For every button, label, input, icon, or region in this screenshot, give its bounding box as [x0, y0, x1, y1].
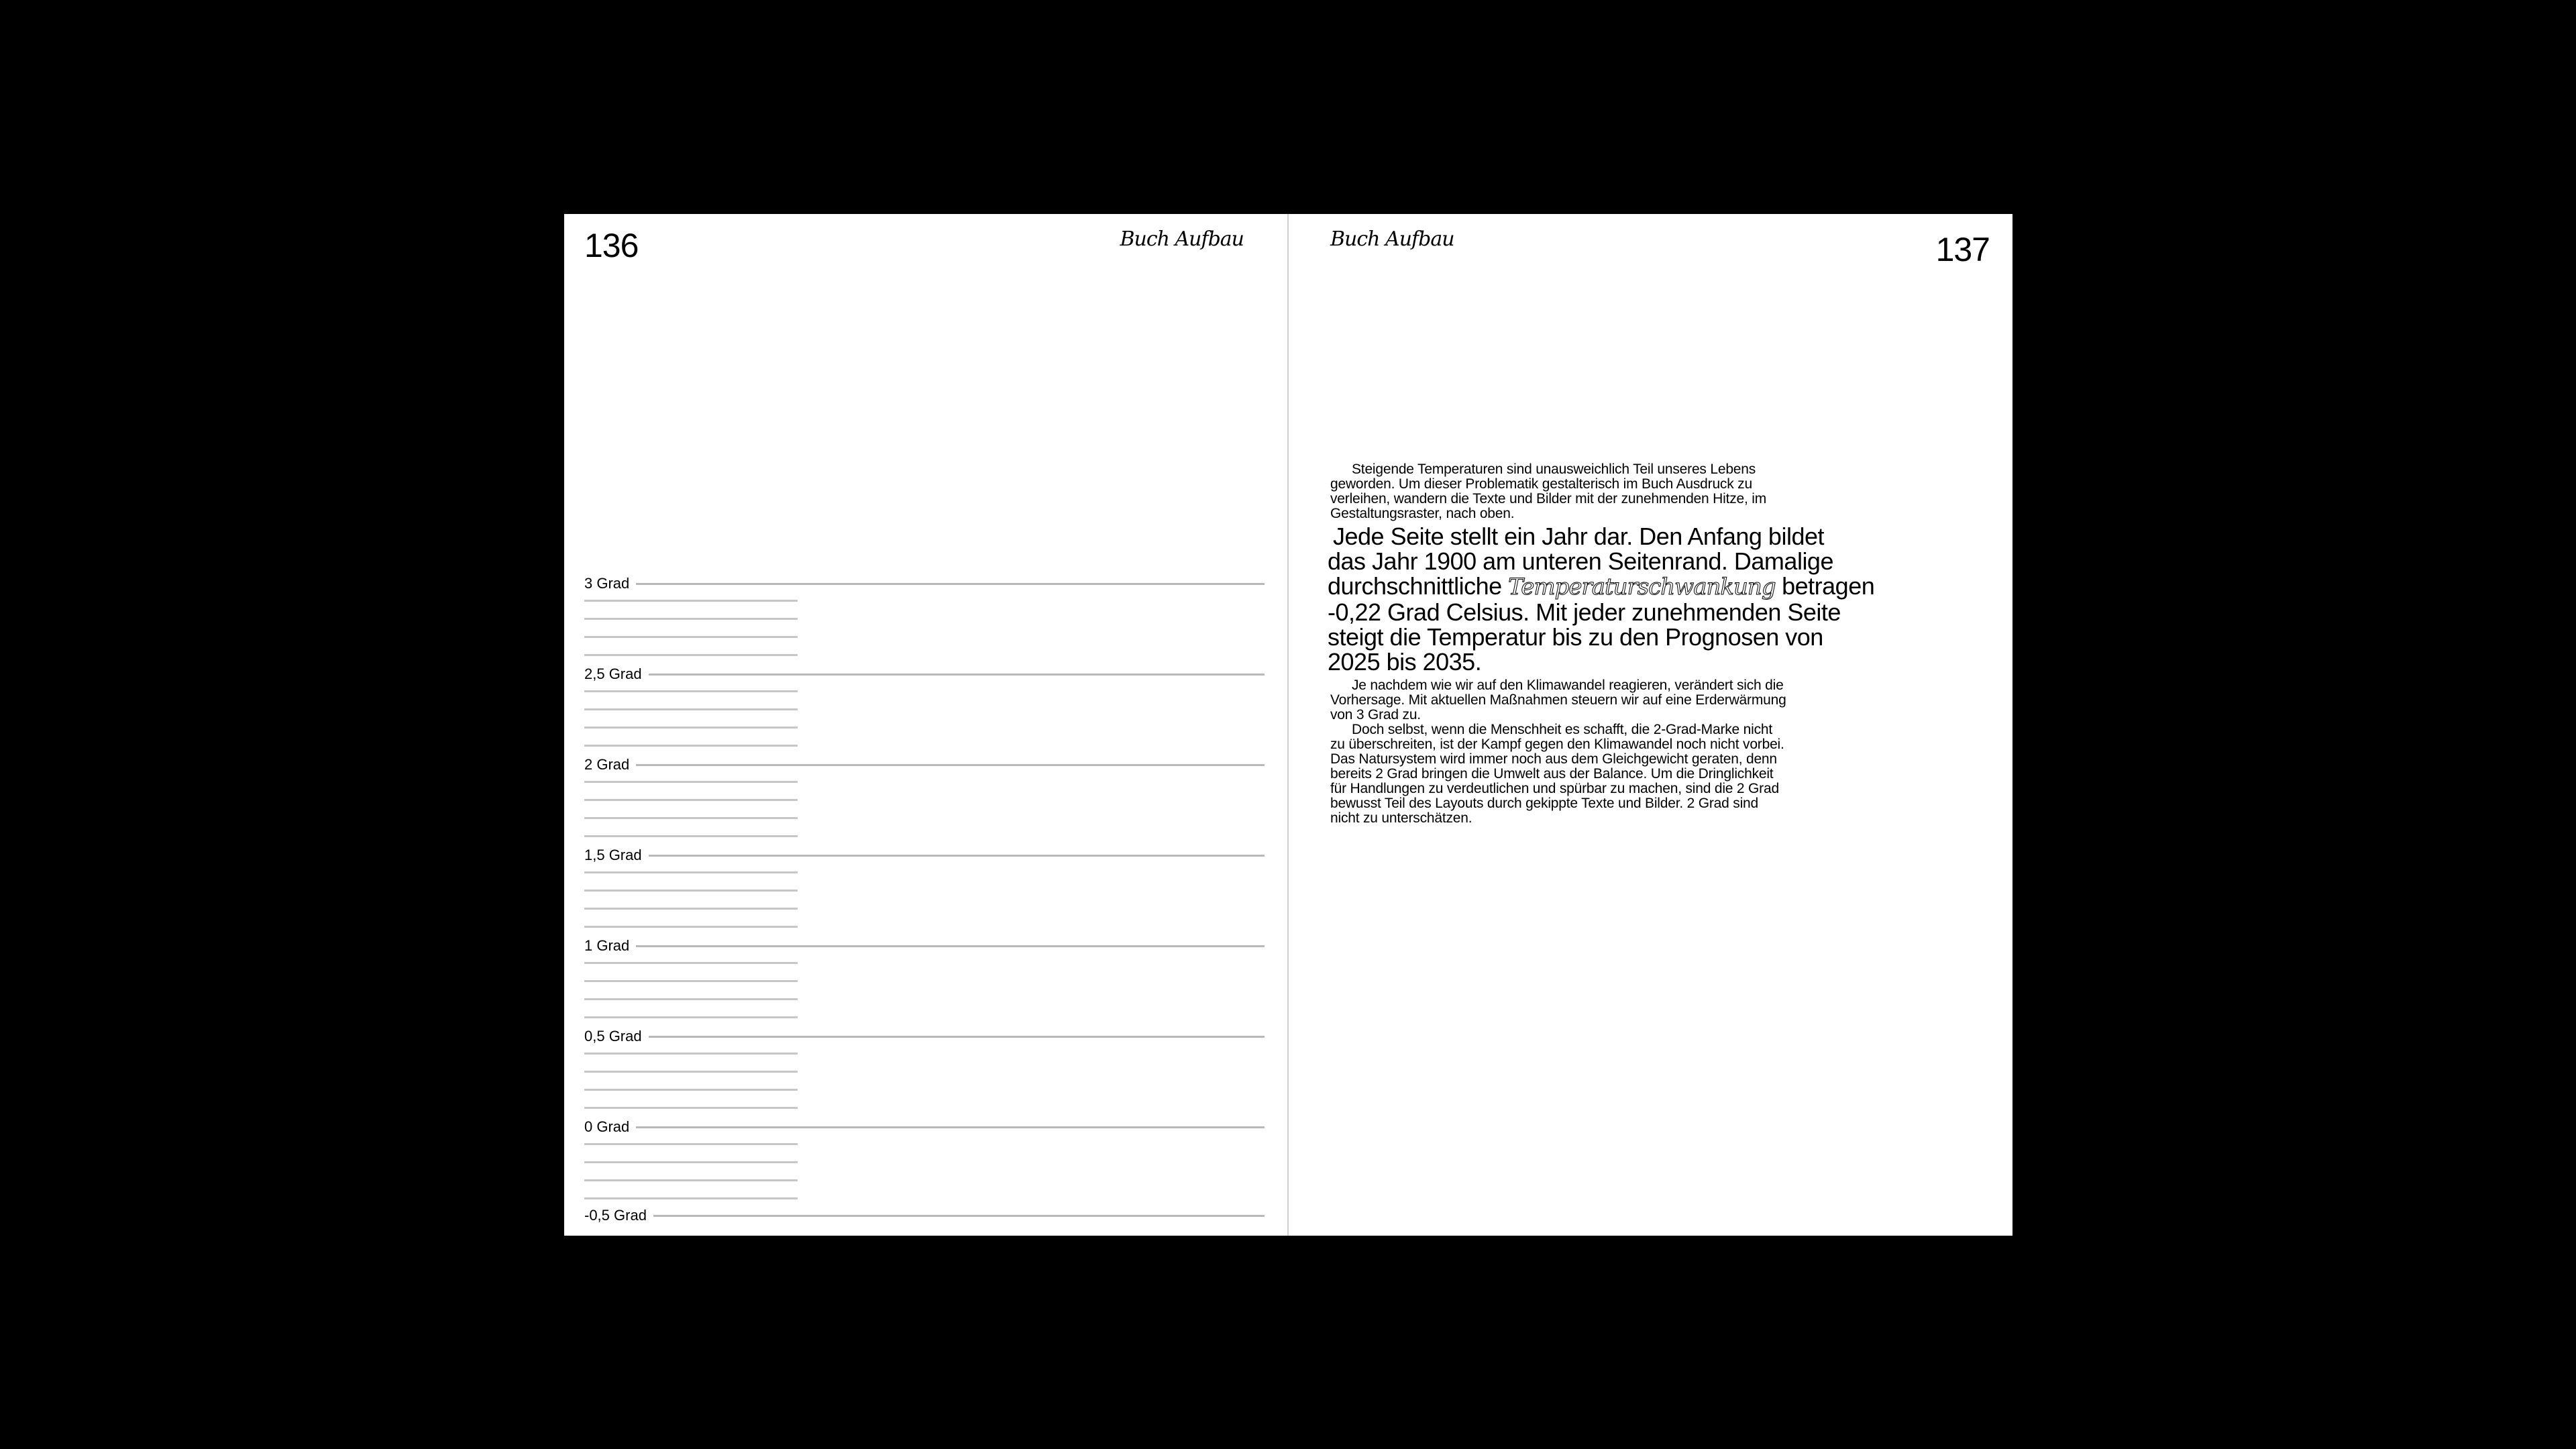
scale-minor-line	[584, 1161, 798, 1163]
scale-minor-line	[584, 890, 798, 892]
scale-band	[584, 936, 1265, 1026]
scale-band	[584, 1117, 1265, 1208]
page-number-left: 136	[584, 227, 639, 264]
scale-label: 0,5 Grad	[584, 1028, 642, 1044]
scale-minor-line	[584, 618, 798, 620]
scale-minor-line	[584, 781, 798, 783]
scale-minor-line	[584, 1179, 798, 1181]
scale-major-line	[584, 1117, 1265, 1137]
scale-minor-line	[584, 1053, 798, 1055]
scale-minor-line	[584, 998, 798, 1000]
scale-major-line	[584, 664, 1265, 684]
scale-minor-line	[584, 600, 798, 602]
scale-rule	[636, 583, 1265, 585]
scale-minor-line	[584, 817, 798, 819]
scale-minor-line	[584, 1089, 798, 1091]
book-spread	[564, 214, 2012, 1236]
scale-band	[584, 845, 1265, 936]
body-paragraph-1: Je nachdem wie wir auf den Klimawandel reagieren, verändert sich die Vorhersage. Mit aktuellen Maßnahmen steuern wir auf eine Erderwärmung von 3 Grad zu.	[1330, 678, 1786, 722]
scale-rule	[649, 855, 1265, 857]
scale-label: 2,5 Grad	[584, 665, 642, 682]
running-head-right: Buch Aufbau	[1330, 227, 1454, 251]
scale-minor-line	[584, 1016, 798, 1018]
scale-rule	[636, 1126, 1265, 1128]
scale-major-line	[584, 1205, 1265, 1226]
scale-band	[584, 574, 1265, 664]
scale-label: 1 Grad	[584, 937, 630, 954]
scale-major-line	[584, 845, 1265, 865]
running-head-left: Buch Aufbau	[1120, 227, 1244, 251]
scale-minor-line	[584, 980, 798, 982]
scale-minor-line	[584, 654, 798, 656]
scale-minor-line	[584, 799, 798, 801]
scale-band	[584, 664, 1265, 755]
scale-label: 1,5 Grad	[584, 847, 642, 863]
scale-minor-line	[584, 1107, 798, 1109]
scale-label: -0,5 Grad	[584, 1207, 647, 1224]
scale-minor-line	[584, 871, 798, 873]
scale-minor-line	[584, 962, 798, 964]
scale-band	[584, 1026, 1265, 1117]
temperature-scale	[584, 214, 1265, 1236]
scale-major-line	[584, 1026, 1265, 1046]
scale-minor-line	[584, 835, 798, 837]
lead-paragraph: Jede Seite stellt ein Jahr dar. Den Anfang bildet das Jahr 1900 am unteren Seitenrand. Damalige durchschnittliche Temperaturschwankung betragen -0,22 Grad Celsius. Mit jeder zunehmenden Seite steigt die Temperatur bis zu den Prognosen von 2025 bis 2035.	[1328, 523, 1875, 676]
scale-label: 3 Grad	[584, 575, 630, 592]
scale-label: 2 Grad	[584, 756, 630, 773]
scale-band	[584, 1205, 1265, 1226]
scale-rule	[649, 674, 1265, 676]
scale-label: 0 Grad	[584, 1118, 630, 1135]
scale-rule	[649, 1036, 1265, 1038]
page-number-right: 137	[1935, 231, 1990, 268]
right-page	[1287, 214, 2012, 1236]
scale-minor-line	[584, 1143, 798, 1145]
scale-minor-line	[584, 727, 798, 729]
scale-minor-line	[584, 745, 798, 747]
intro-paragraph: Steigende Temperaturen sind unausweichlich Teil unseres Lebens geworden. Um dieser Problematik gestalterisch im Buch Ausdruck zu verleihen, wandern die Texte und Bilder mit der zunehmenden Hitze, im Gestaltungsraster, nach oben.	[1330, 462, 1767, 521]
scale-minor-line	[584, 1197, 798, 1199]
scale-minor-line	[584, 636, 798, 638]
scale-minor-line	[584, 908, 798, 910]
scale-rule	[653, 1215, 1265, 1217]
body-paragraph-2: Doch selbst, wenn die Menschheit es schafft, die 2-Grad-Marke nicht zu überschreiten, ist der Kampf gegen den Klimawandel noch nicht vorbei. Das Natursystem wird immer noch aus dem Gleichgewicht geraten, denn bereits 2 Grad bringen die Umwelt aus der Balance. Um die Dringlichkeit für Handlungen zu verdeutlichen und spürbar zu machen, sind die 2 Grad bewusst Teil des Layouts durch gekippte Texte und Bilder. 2 Grad sind nicht zu unterschätzen.	[1330, 722, 1784, 826]
scale-major-line	[584, 574, 1265, 594]
scale-minor-line	[584, 708, 798, 710]
scale-rule	[636, 764, 1265, 766]
scale-band	[584, 755, 1265, 845]
scale-minor-line	[584, 1071, 798, 1073]
highlighted-word: Temperaturschwankung	[1508, 574, 1776, 600]
left-page	[564, 214, 1287, 1236]
scale-minor-line	[584, 926, 798, 928]
scale-rule	[636, 945, 1265, 947]
scale-major-line	[584, 755, 1265, 775]
scale-major-line	[584, 936, 1265, 956]
scale-minor-line	[584, 690, 798, 692]
article-text	[1330, 462, 1894, 826]
